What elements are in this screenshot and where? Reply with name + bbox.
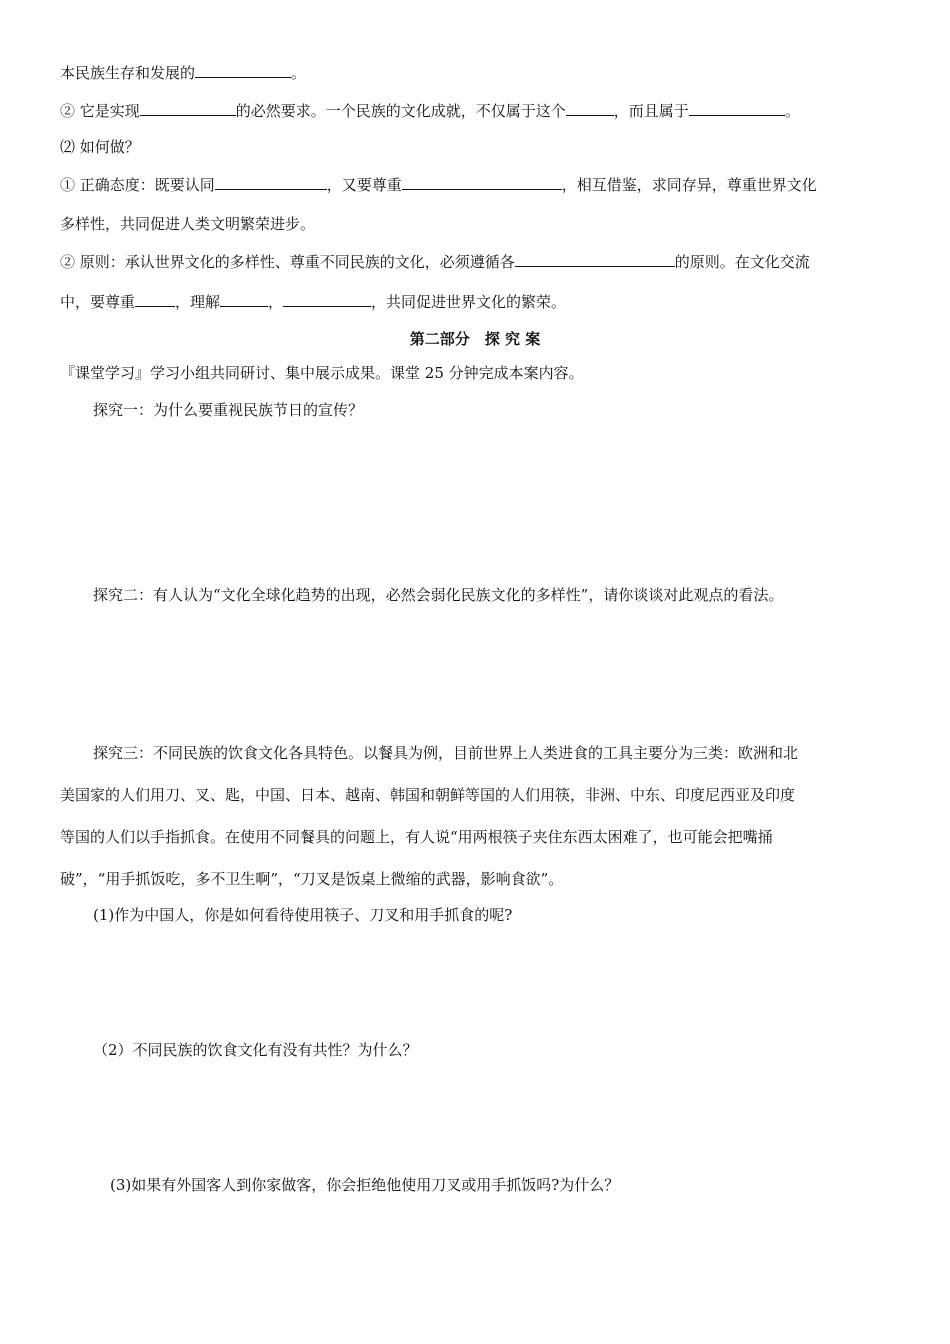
question-3-line: 等国的人们以手指抓食。在使用不同餐具的问题上，有人说“用两根筷子夹住东西太困难了，也可能会把嘴捅 — [60, 828, 773, 846]
blank[interactable] — [689, 101, 785, 116]
question-1: 探究一：为什么要重视民族节日的宣传？ — [93, 401, 364, 419]
line-1: 本民族生存和发展的 。 — [60, 64, 307, 82]
sub-question-1: (1)作为中国人，你是如何看待使用筷子、刀叉和用手抓食的呢? — [93, 906, 513, 924]
line-4: ① 正确态度：既要认同 ，又要尊重 ，相互借鉴，求同存异，尊重世界文化 — [60, 176, 817, 194]
question-2: 探究二：有人认为“文化全球化趋势的出现，必然会弱化民族文化的多样性”，请你谈谈对此观点的看法。 — [93, 586, 784, 604]
question-3-line: 美国家的人们用刀、叉、匙，中国、日本、越南、韩国和朝鲜等国的人们用筷，非洲、中东、印度尼西亚及印度 — [60, 786, 796, 804]
blank[interactable] — [140, 101, 236, 116]
line-7: 中，要尊重 ，理解 ， ，共同促进世界文化的繁荣。 — [60, 293, 567, 311]
line-5: 多样性，共同促进人类文明繁荣进步。 — [60, 215, 316, 233]
blank[interactable] — [135, 292, 175, 307]
blank[interactable] — [215, 175, 327, 190]
line-2: ② 它是实现 的必然要求。一个民族的文化成就，不仅属于这个 ，而且属于 。 — [60, 102, 800, 120]
blank[interactable] — [402, 175, 562, 190]
question-3-line: 破”，“用手抓饭吃，多不卫生啊”，“刀叉是饭桌上微缩的武器，影响食欲”。 — [60, 870, 564, 888]
section-title: 第二部分 探 究 案 — [409, 330, 541, 348]
sub-question-3: (3)如果有外国客人到你家做客，你会拒绝他使用刀叉或用手抓饭吗?为什么？ — [110, 1176, 620, 1194]
blank[interactable] — [515, 252, 675, 267]
blank[interactable] — [566, 101, 614, 116]
sub-question-2: （2）不同民族的饮食文化有没有共性？为什么？ — [93, 1041, 418, 1059]
line-6: ② 原则：承认世界文化的多样性、尊重不同民族的文化，必须遵循各 的原则。在文化交流 — [60, 253, 810, 271]
question-3-line: 探究三：不同民族的饮食文化各具特色。以餐具为例，目前世界上人类进食的工具主要分为三类：欧洲和北 — [93, 744, 799, 762]
blank[interactable] — [283, 292, 371, 307]
blank[interactable] — [195, 63, 291, 78]
intro-text: 『课堂学习』学习小组共同研讨、集中展示成果。课堂 25 分钟完成本案内容。 — [60, 364, 584, 382]
blank[interactable] — [220, 292, 268, 307]
line-3: ⑵ 如何做？ — [60, 138, 140, 156]
